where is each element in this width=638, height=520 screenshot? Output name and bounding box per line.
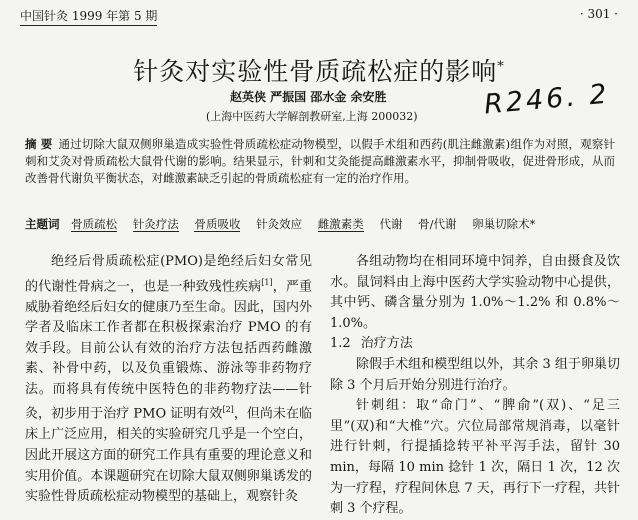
section-title: 治疗方法 bbox=[360, 336, 413, 352]
section-number: 1.2 bbox=[330, 336, 351, 352]
abstract-text: 通过切除大鼠双侧卵巢造成实验性骨质疏松症动物模型，以假手术组和西药(肌注雌激素)组作为对照，观察针刺和艾灸对骨质疏松大鼠骨代谢的影响。结果显示，针刺和艾灸能提高雌激素水平，抑制骨吸收，促进骨形成，从而改善骨代谢负平衡状态，对雌激素缺乏引起的骨质疏松症有一定的治疗作用。 bbox=[25, 137, 615, 185]
citation-ref: [1] bbox=[261, 277, 273, 287]
abstract-block bbox=[25, 136, 615, 187]
article-title bbox=[0, 52, 638, 88]
title-text: 针灸对实验性骨质疏松症的影响 bbox=[133, 57, 498, 86]
body-text: ，但尚未在临床上广泛应用，相关的实验研究几乎是一个空白，因此开展这方面的研究工作具有重要的理论意义和实用价值。本课题研究在切除大鼠双侧卵巢诱发的实验性骨质疏松症动物模型的基础上，观察针灸 bbox=[25, 406, 312, 505]
author-list: 赵英侠 严振国 邵水金 余安胜 bbox=[230, 90, 387, 104]
keyword: 针灸疗法 bbox=[132, 217, 179, 231]
journal-issue: 中国针灸 1999 年第 5 期 bbox=[20, 7, 157, 26]
keyword: 雌激素类 bbox=[317, 217, 364, 231]
body-column-right bbox=[330, 252, 620, 520]
keywords-line bbox=[25, 216, 620, 232]
page-header bbox=[20, 7, 618, 23]
body-text: ，严重威胁着绝经后妇女的健康乃至生命。因此，国内外学者及临床工作者都在积极探索治疗 PMO 的有效手段。目前公认有效的治疗方法包括西药雌激素、补骨中药，以及负重锻炼、游泳等非药物疗法。而将具有传统中医特色的非药物疗法——针灸，初步用于治疗 PMO 证明有效 bbox=[25, 278, 312, 422]
author-affiliation: (上海中医药大学解剖教研室,上海 200032) bbox=[206, 110, 418, 123]
housing-paragraph: 各组动物均在相同环境中饲养，自由摄食及饮水。鼠饲料由上海中医药大学实验动物中心提供，其中钙、磷含量分别为 1.0%～1.2% 和 0.8%～1.0%。 bbox=[330, 254, 620, 331]
keyword: 骨/代谢 bbox=[418, 217, 457, 231]
keyword: 骨质吸收 bbox=[194, 217, 241, 231]
section-heading bbox=[330, 334, 620, 355]
keywords-label: 主题词 bbox=[25, 217, 60, 231]
keyword: 代谢 bbox=[379, 217, 403, 231]
title-footnote-mark: * bbox=[497, 59, 505, 75]
acupuncture-paragraph: 针刺组：取“命门”、“脾俞”(双)、“足三里”(双)和“大椎”穴。穴位局部常规消毒，以毫针进行针刺，行提插捻转平补平泻手法，留针 30 min，每隔 10 min 捻针 1 次，隔日 1 次，12 次为一疗程，疗程间休息 7 天，再行下一疗程，共针刺 3 个疗程。 bbox=[330, 398, 620, 517]
body-text: 绝经后骨质疏松症(PMO)是绝经后妇女常见的代谢性骨病之一，也是一种致残性疾病 bbox=[25, 254, 312, 294]
keyword: 针灸效应 bbox=[256, 217, 303, 231]
keyword: 卵巢切除术* bbox=[472, 217, 536, 231]
treatment-paragraph: 除假手术组和模型组以外，其余 3 组于卵巢切除 3 个月后开始分别进行治疗。 bbox=[330, 356, 620, 393]
body-column-left bbox=[25, 252, 312, 508]
page-number: · 301 · bbox=[579, 7, 618, 21]
keyword: 骨质疏松 bbox=[71, 217, 118, 231]
handwritten-classification-note: R246. 2 bbox=[482, 78, 611, 121]
citation-ref: [2] bbox=[222, 405, 234, 415]
abstract-label: 摘 要 bbox=[25, 137, 53, 151]
intro-paragraph bbox=[25, 252, 312, 508]
